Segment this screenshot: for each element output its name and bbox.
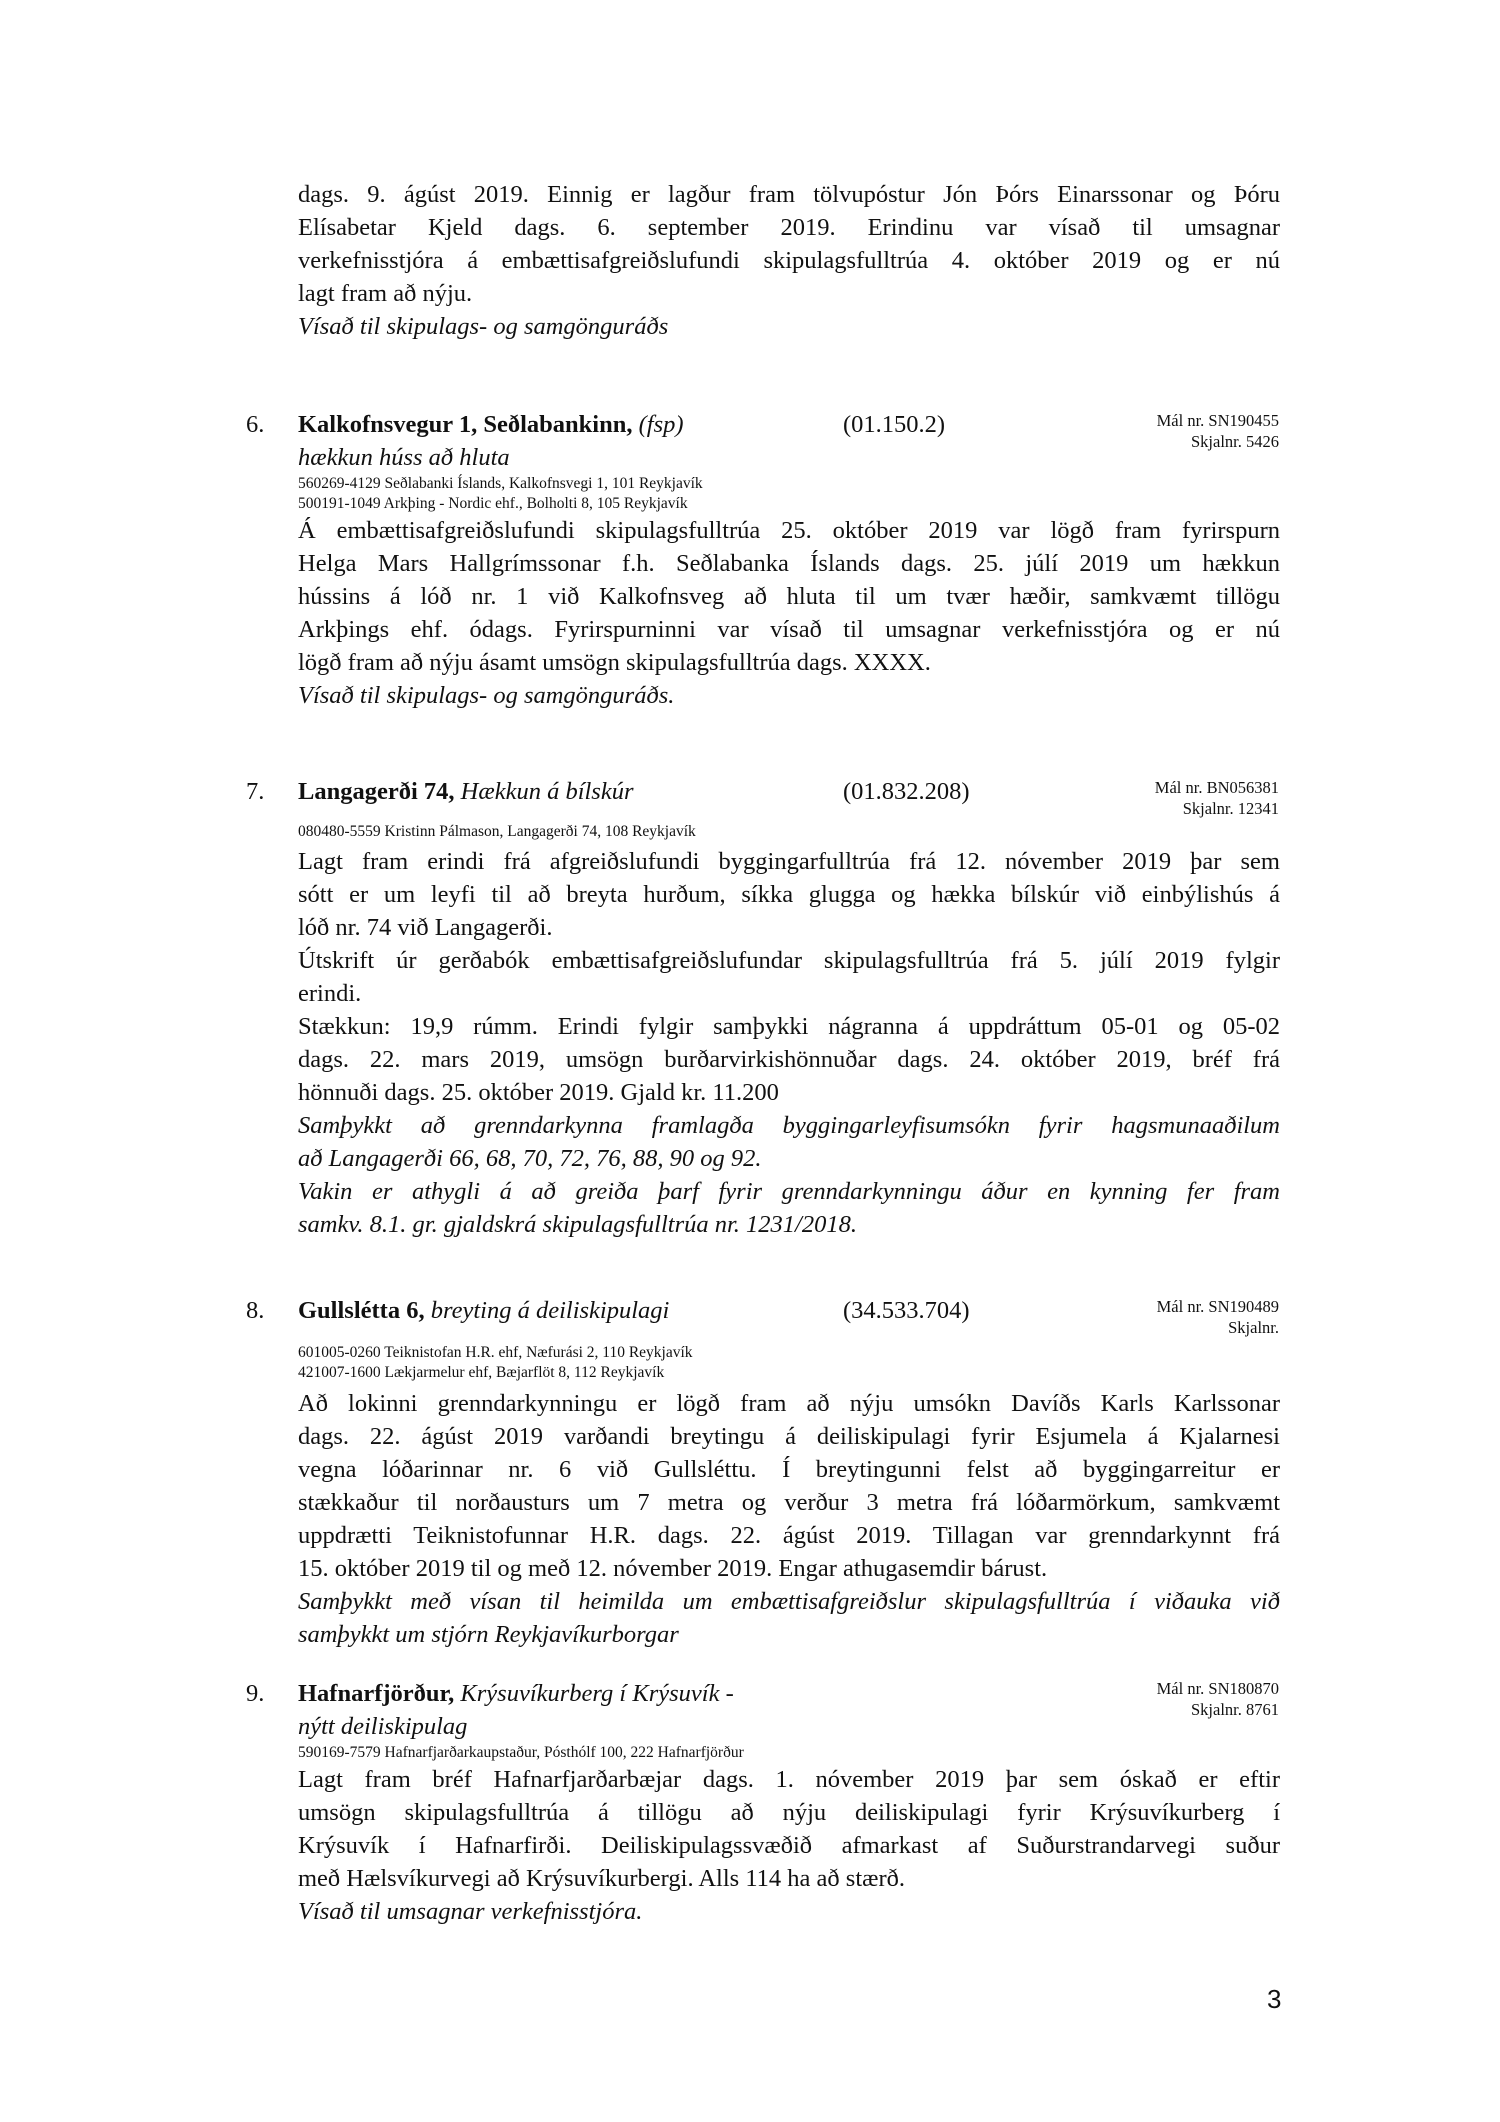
item-reference	[1155, 777, 1279, 819]
item-code: (01.150.2)	[843, 411, 946, 438]
item-reference	[1157, 1296, 1279, 1338]
party-line: 601005-0260 Teiknistofan H.R. ehf, Næfurási 2, 110 Reykjavík	[298, 1344, 693, 1361]
party-line: 590169-7579 Hafnarfjarðarkaupstaður, Pósthólf 100, 222 Hafnarfjörður	[298, 1744, 744, 1761]
skjal-number: Skjalnr.	[1228, 1318, 1279, 1337]
item-decision: samþykkt um stjórn Reykjavíkurborgar	[298, 1621, 679, 1648]
intro-line: verkefnisstjóra á embættisafgreiðslufundi skipulagsfulltrúa 4. október 2019 og er nú	[298, 247, 1280, 274]
body-line: dags. 22. mars 2019, umsögn burðarvirkishönnuðar dags. 24. október 2019, bréf frá	[298, 1046, 1280, 1073]
mal-number: Mál nr. SN180870	[1156, 1679, 1279, 1698]
skjal-number: Skjalnr. 5426	[1190, 432, 1279, 451]
item-title	[298, 1294, 669, 1327]
item-decision: Vísað til skipulags- og samgönguráðs.	[298, 682, 675, 709]
item-decision: Samþykkt að grenndarkynna framlagða byggingarleyfisumsókn fyrir hagsmunaaðilum	[298, 1112, 1280, 1139]
body-line: Stækkun: 19,9 rúmm. Erindi fylgir samþykki nágranna á uppdráttum 05-01 og 05-02	[298, 1013, 1280, 1040]
item-title-bold: Kalkofnsvegur 1, Seðlabankinn,	[298, 411, 633, 438]
item-number: 7.	[246, 778, 265, 805]
item-parties	[298, 1343, 693, 1383]
body-line: Arkþings ehf. ódags. Fyrirspurninni var vísað til umsagnar verkefnisstjóra og er nú	[298, 616, 1280, 643]
item-decision: að Langagerði 66, 68, 70, 72, 76, 88, 90 og 92.	[298, 1145, 762, 1172]
item-decision: Vakin er athygli á að greiða þarf fyrir grenndarkynningu áður en kynning fer fram	[298, 1178, 1280, 1205]
body-line: með Hælsvíkurvegi að Krýsuvíkurbergi. Alls 114 ha að stærð.	[298, 1865, 905, 1892]
intro-line: lagt fram að nýju.	[298, 280, 473, 307]
item-parties	[298, 1743, 744, 1763]
party-line: 080480-5559 Kristinn Pálmason, Langagerði 74, 108 Reykjavík	[298, 823, 696, 840]
page-number: 3	[1267, 1984, 1282, 2014]
body-line: Lagt fram bréf Hafnarfjarðarbæjar dags. 1. nóvember 2019 þar sem óskað er eftir	[298, 1766, 1280, 1793]
body-line: dags. 22. ágúst 2019 varðandi breytingu á deiliskipulagi fyrir Esjumela á Kjalarnesi	[298, 1423, 1280, 1450]
item-title-bold: Hafnarfjörður,	[298, 1680, 455, 1707]
party-line: 421007-1600 Lækjarmelur ehf, Bæjarflöt 8, 112 Reykjavík	[298, 1364, 665, 1381]
intro-line: Elísabetar Kjeld dags. 6. september 2019. Erindinu var vísað til umsagnar	[298, 214, 1280, 241]
party-line: 500191-1049 Arkþing - Nordic ehf., Bolholti 8, 105 Reykjavík	[298, 495, 688, 512]
item-subtitle: nýtt deiliskipulag	[298, 1713, 468, 1740]
body-line: Á embættisafgreiðslufundi skipulagsfulltrúa 25. október 2019 var lögð fram fyrirspurn	[298, 517, 1280, 544]
intro-decision: Vísað til skipulags- og samgönguráðs	[298, 313, 669, 340]
item-title	[298, 775, 634, 808]
body-line: 15. október 2019 til og með 12. nóvember 2019. Engar athugasemdir bárust.	[298, 1555, 1048, 1582]
item-number: 8.	[246, 1297, 265, 1324]
party-line: 560269-4129 Seðlabanki Íslands, Kalkofnsvegi 1, 101 Reykjavík	[298, 475, 703, 492]
item-title-bold: Langagerði 74,	[298, 778, 455, 805]
body-line: hússins á lóð nr. 1 við Kalkofnsveg að hluta til um tvær hæðir, samkvæmt tillögu	[298, 583, 1280, 610]
item-title-italic: (fsp)	[638, 411, 684, 438]
body-line: vegna lóðarinnar nr. 6 við Gullsléttu. Í breytingunni felst að byggingarreitur er	[298, 1456, 1280, 1483]
mal-number: Mál nr. SN190455	[1156, 411, 1279, 430]
item-title-italic: Krýsuvíkurberg í Krýsuvík -	[460, 1680, 734, 1707]
body-line: Krýsuvík í Hafnarfirði. Deiliskipulagssvæðið afmarkast af Suðurstrandarvegi suður	[298, 1832, 1280, 1859]
item-decision: Vísað til umsagnar verkefnisstjóra.	[298, 1898, 643, 1925]
item-title	[298, 1677, 734, 1710]
item-parties	[298, 474, 703, 514]
body-line: stækkaður til norðausturs um 7 metra og verður 3 metra frá lóðarmörkum, samkvæmt	[298, 1489, 1280, 1516]
item-body	[298, 1763, 1280, 1928]
skjal-number: Skjalnr. 12341	[1182, 799, 1279, 818]
body-line: hönnuði dags. 25. október 2019. Gjald kr. 11.200	[298, 1079, 779, 1106]
item-title-bold: Gullslétta 6,	[298, 1297, 425, 1324]
item-subtitle: hækkun húss að hluta	[298, 444, 510, 471]
item-title-italic: Hækkun á bílskúr	[460, 778, 634, 805]
skjal-number: Skjalnr. 8761	[1190, 1700, 1279, 1719]
item-code: (34.533.704)	[843, 1297, 970, 1324]
body-line: erindi.	[298, 980, 362, 1007]
item-decision: Samþykkt með vísan til heimilda um embættisafgreiðslur skipulagsfulltrúa í viðauka við	[298, 1588, 1280, 1615]
item-number: 6.	[246, 411, 265, 438]
body-line: lóð nr. 74 við Langagerði.	[298, 914, 553, 941]
body-line: Útskrift úr gerðabók embættisafgreiðslufundar skipulagsfulltrúa frá 5. júlí 2019 fylgir	[298, 947, 1280, 974]
item-title-italic: breyting á deiliskipulagi	[430, 1297, 670, 1324]
item-body	[298, 514, 1280, 712]
item-number: 9.	[246, 1680, 265, 1707]
intro-line: dags. 9. ágúst 2019. Einnig er lagður fram tölvupóstur Jón Þórs Einarssonar og Þóru	[298, 181, 1280, 208]
item-parties	[298, 822, 696, 842]
item-body	[298, 1387, 1280, 1651]
item-body	[298, 845, 1280, 1241]
body-line: lögð fram að nýju ásamt umsögn skipulagsfulltrúa dags. XXXX.	[298, 649, 931, 676]
item-decision: samkv. 8.1. gr. gjaldskrá skipulagsfulltrúa nr. 1231/2018.	[298, 1211, 857, 1238]
body-line: Að lokinni grenndarkynningu er lögð fram að nýju umsókn Davíðs Karls Karlssonar	[298, 1390, 1280, 1417]
intro-paragraph	[298, 178, 1280, 343]
item-reference	[1157, 410, 1279, 452]
body-line: Lagt fram erindi frá afgreiðslufundi byggingarfulltrúa frá 12. nóvember 2019 þar sem	[298, 848, 1280, 875]
body-line: Helga Mars Hallgrímssonar f.h. Seðlabanka Íslands dags. 25. júlí 2019 um hækkun	[298, 550, 1280, 577]
item-reference	[1157, 1678, 1279, 1720]
body-line: umsögn skipulagsfulltrúa á tillögu að nýju deiliskipulagi fyrir Krýsuvíkurberg í	[298, 1799, 1280, 1826]
item-code: (01.832.208)	[843, 778, 970, 805]
body-line: sótt er um leyfi til að breyta hurðum, síkka glugga og hækka bílskúr við einbýlishús á	[298, 881, 1280, 908]
mal-number: Mál nr. BN056381	[1154, 778, 1279, 797]
body-line: uppdrætti Teiknistofunnar H.R. dags. 22. ágúst 2019. Tillagan var grenndarkynnt frá	[298, 1522, 1280, 1549]
item-title	[298, 408, 684, 441]
mal-number: Mál nr. SN190489	[1156, 1297, 1279, 1316]
